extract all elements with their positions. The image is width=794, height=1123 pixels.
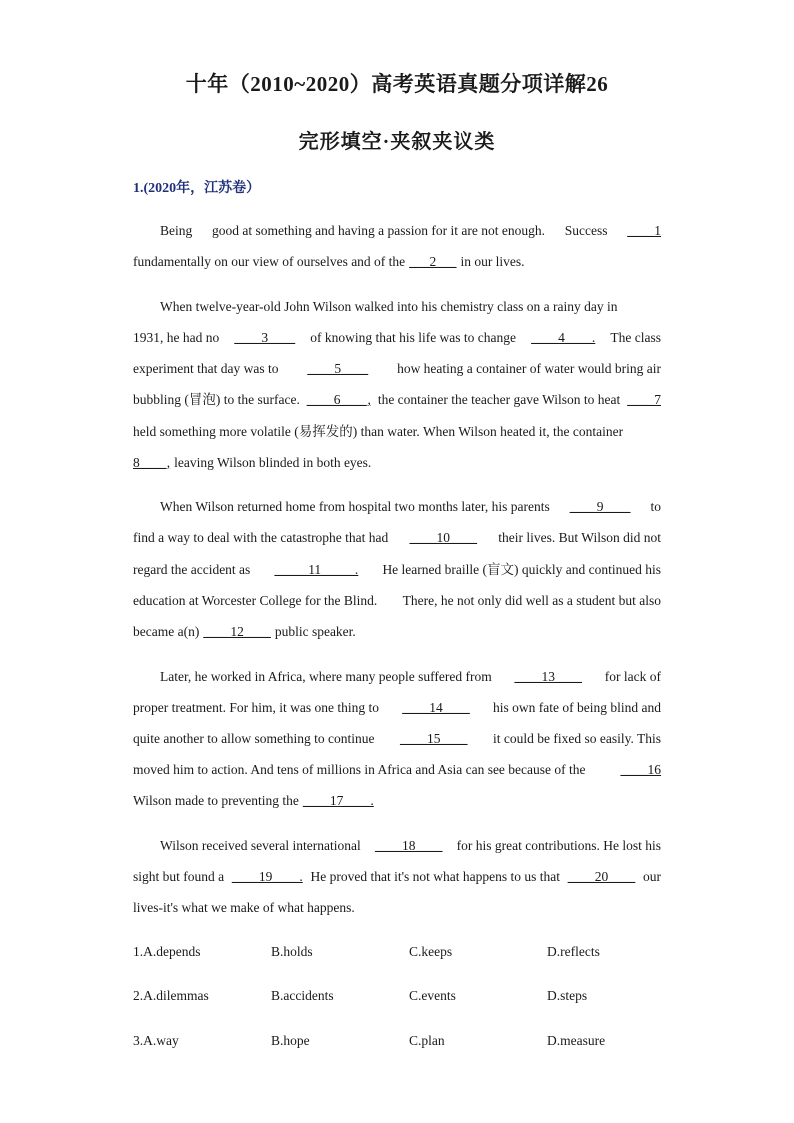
passage-line: When twelve-year-old John Wilson walked into his chemistry class on a rainy day in <box>160 299 618 314</box>
option-item: 2.A.dilemmas <box>133 988 209 1003</box>
passage-line: fundamentally on our view of ourselves and of the ___2___ in our lives. <box>133 254 525 269</box>
blank-9: ____9____ <box>569 499 631 514</box>
option-item: D.reflects <box>547 944 600 959</box>
blank-8: 8____, <box>133 455 171 470</box>
option-item: 3.A.way <box>133 1033 179 1048</box>
passage-line: bubbling (冒泡) to the surface. ____6____, the container the teacher gave Wilson to heat ____7 <box>133 392 661 407</box>
passage-line: When Wilson returned home from hospital two months later, his parents ____9____ to <box>160 499 661 514</box>
option-item: B.accidents <box>271 988 334 1003</box>
blank-5: ____5____ <box>307 361 369 376</box>
passage-line: regard the accident as _____11_____. He learned braille (盲文) quickly and continued his <box>133 562 661 577</box>
blank-13: ____13____ <box>514 669 582 684</box>
blank-20: ____20____ <box>567 869 636 884</box>
passage-line: 8____, leaving Wilson blinded in both eyes. <box>133 455 372 470</box>
passage-line: became a(n) ____12____ public speaker. <box>133 624 356 639</box>
passage-line: quite another to allow something to continue ____15____ it could be fixed so easily. This <box>133 731 661 746</box>
passage-line: proper treatment. For him, it was one thing to ____14____ his own fate of being blind and <box>133 700 661 715</box>
passage-line: Being good at something and having a passion for it are not enough. Success ____1 <box>160 223 661 238</box>
question-header: 1.(2020年，江苏卷） <box>133 181 261 196</box>
option-item: C.keeps <box>409 944 453 959</box>
passage-line: lives-it's what we make of what happens. <box>133 900 355 915</box>
blank-7: ____7 <box>627 392 661 407</box>
blank-19: ____19____. <box>231 869 303 884</box>
blank-14: ____14____ <box>402 700 470 715</box>
passage-line: education at Worcester College for the Blind. There, he not only did well as a student but also <box>133 593 661 608</box>
option-item: B.hope <box>271 1033 310 1048</box>
blank-11: _____11_____. <box>274 562 359 577</box>
blank-15: ____15____ <box>399 731 468 746</box>
passage-line: find a way to deal with the catastrophe that had ____10____ their lives. But Wilson did not <box>133 530 661 545</box>
option-item: 1.A.depends <box>133 944 201 959</box>
blank-4: ____4____. <box>531 330 596 345</box>
blank-10: ____10____ <box>409 530 478 545</box>
blank-3: ____3____ <box>234 330 296 345</box>
blank-18: ____18____ <box>374 838 443 853</box>
option-item: D.measure <box>547 1033 606 1048</box>
option-item: D.steps <box>547 988 588 1003</box>
page-title: 十年（2010~2020）高考英语真题分项详解26 <box>185 72 609 96</box>
passage-line: 1931, he had no ____3____ of knowing that his life was to change ____4____. The class <box>133 330 661 345</box>
passage-line: Wilson made to preventing the ____17____. <box>133 793 374 808</box>
blank-2: ___2___ <box>409 254 457 269</box>
option-item: C.events <box>409 988 456 1003</box>
option-item: C.plan <box>409 1033 445 1048</box>
blank-16: ____16 <box>620 762 661 777</box>
passage-line: experiment that day was to ____5____ how heating a container of water would bring air <box>133 361 661 376</box>
page-subtitle: 完形填空·夹叙夹议类 <box>298 131 496 153</box>
passage-line: moved him to action. And tens of millions in Africa and Asia can see because of the ____16 <box>133 762 661 777</box>
option-item: B.holds <box>271 944 313 959</box>
passage-line: sight but found a ____19____. He proved that it's not what happens to us that ____20____ our <box>133 869 661 884</box>
passage-line: Later, he worked in Africa, where many people suffered from ____13____ for lack of <box>160 669 661 684</box>
blank-17: ____17____. <box>302 793 374 808</box>
blank-6: ____6____, <box>306 392 371 407</box>
passage-line: held something more volatile (易挥发的) than water. When Wilson heated it, the container <box>133 424 624 439</box>
passage-line: Wilson received several international ____18____ for his great contributions. He lost his <box>160 838 661 853</box>
blank-12: ____12____ <box>203 624 271 639</box>
blank-1: ____1 <box>627 223 661 238</box>
